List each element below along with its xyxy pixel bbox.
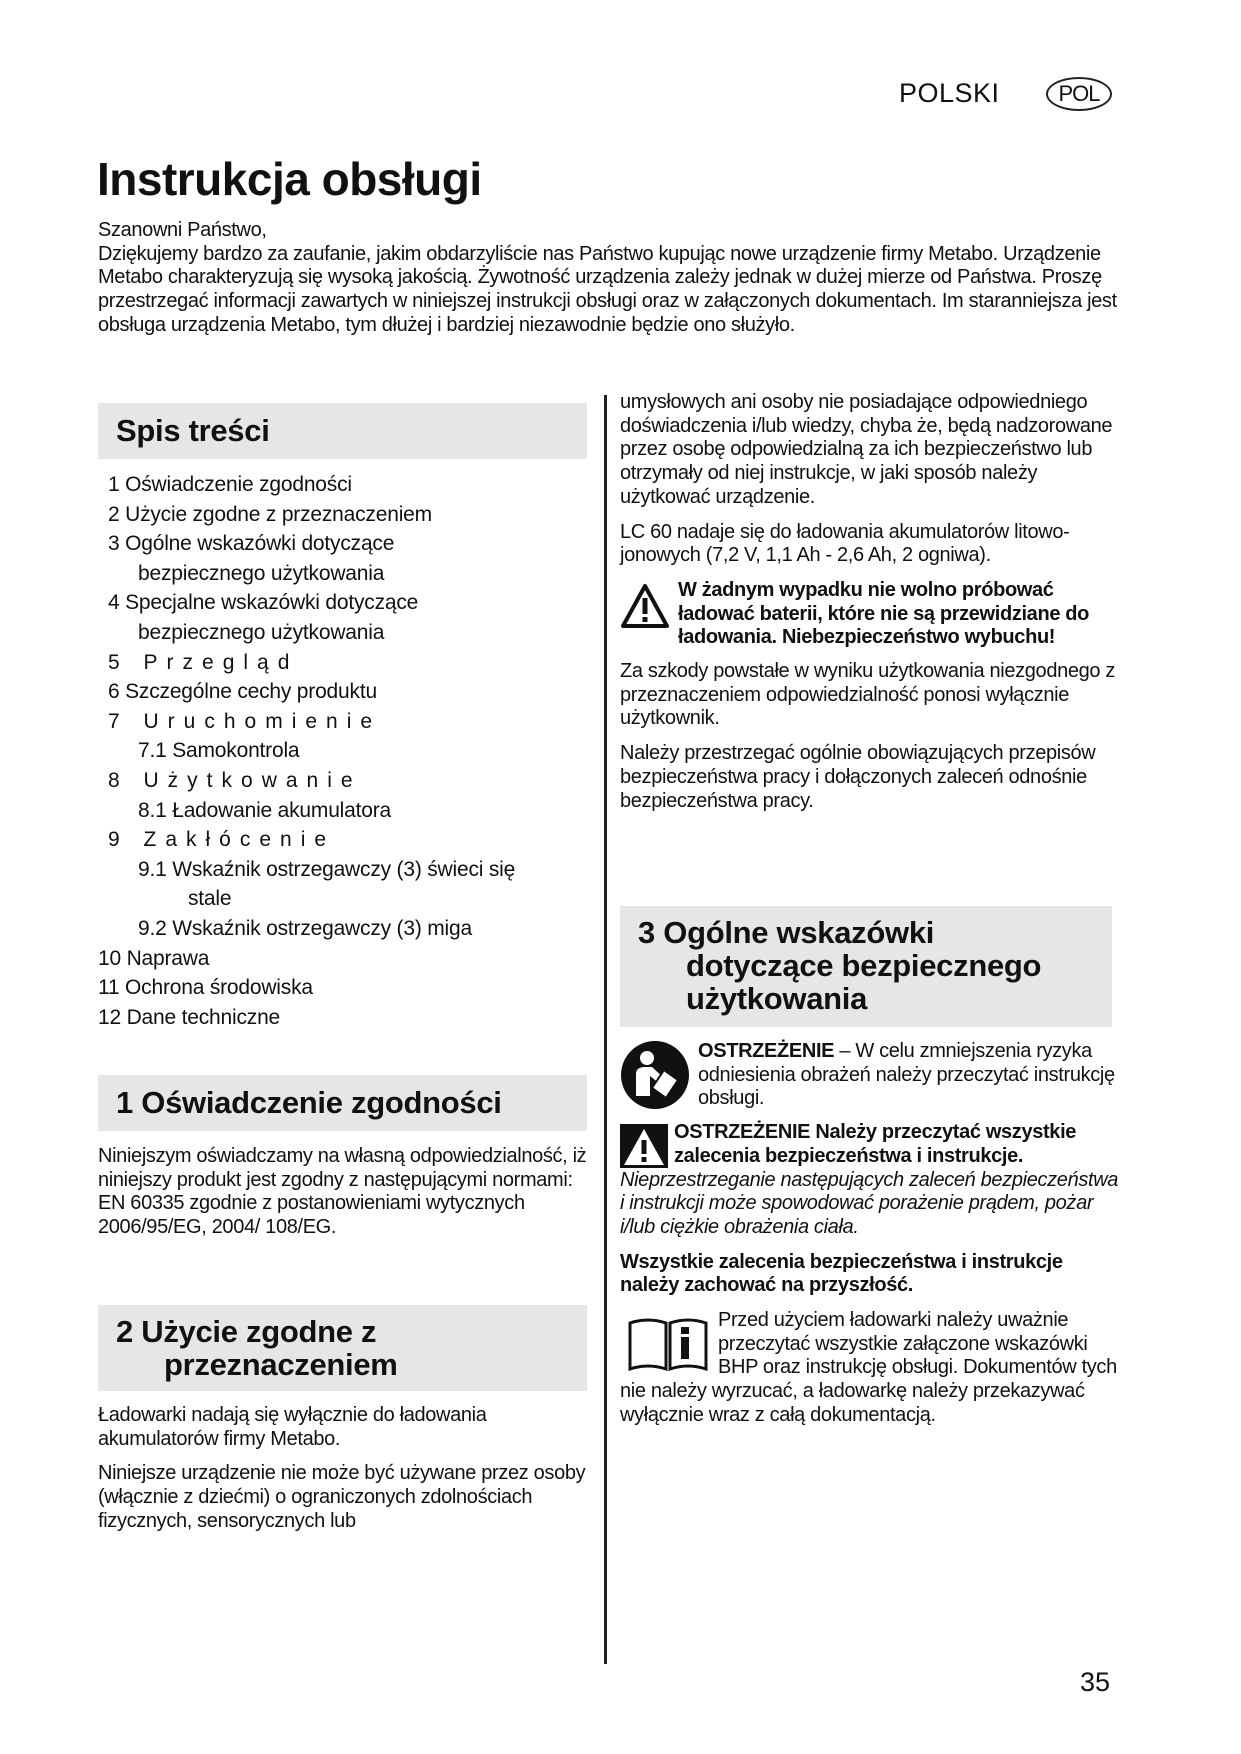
explosion-warning [620, 579, 1120, 650]
page-number: 35 [1080, 1667, 1111, 1697]
warning-italic: Nieprzestrzeganie następujących zaleceń bezpieczeństwa i instrukcji może spowodować porażenie prądem, pożar i/lub ciężkie obrażenia ciała. [620, 1168, 1119, 1238]
bhp-text: Przed użyciem ładowarki należy uważnie przeczytać wszystkie załączone wskazówki BHP oraz instrukcję obsługi. Dokumentów tych nie należy wyrzucać, a ładowarkę należy przekazywać wyłącznie wraz z całą dokumentacją. [620, 1309, 1117, 1426]
paragraph: Za szkody powstałe w wyniku użytkowania niezgodnego z przeznaczeniem odpowiedzialność ponosi wyłącznie użytkownik. [620, 660, 1116, 730]
section2-heading-line1: 2 Użycie zgodne z [116, 1314, 377, 1349]
read-manual-icon [620, 1040, 690, 1110]
intro [98, 219, 1128, 338]
info-book-icon [626, 1315, 710, 1373]
toc-item[interactable]: 6 Szczególne cechy produktu [108, 680, 377, 704]
toc-heading: Spis treści [98, 403, 587, 459]
toc-item[interactable]: 9.1 Wskaźnik ostrzegawczy (3) świeci się [138, 857, 516, 881]
language-code-badge: POL [1046, 77, 1112, 111]
section3-heading-line1: 3 Ogólne wskazówki [638, 915, 935, 950]
paragraph: Niniejsze urządzenie nie może być używane przez osoby (włącznie z dziećmi) o ograniczonych zdolnościach fizycznych, sensorycznych lub [98, 1462, 586, 1532]
language-label: POLSKI [899, 78, 1000, 108]
section2-heading [98, 1305, 587, 1391]
paragraph: Należy przestrzegać ogólnie obowiązujących przepisów bezpieczeństwa pracy i dołączonych zaleceń odnośnie bezpieczeństwa pracy. [620, 742, 1096, 812]
toc-item[interactable]: 7 Uruchomienie [108, 709, 382, 733]
toc-item[interactable]: 10 Naprawa [98, 946, 210, 970]
bhp-note [620, 1309, 1120, 1428]
toc-item[interactable]: 7.1 Samokontrola [138, 739, 300, 763]
toc-item[interactable]: 12 Dane techniczne [98, 1005, 281, 1029]
page-title: Instrukcja obsługi [97, 153, 482, 205]
section3-heading-line2: dotyczące bezpiecznego [686, 948, 1042, 983]
section1-body: Niniejszym oświadczamy na własną odpowiedzialność, iż niniejszy produkt jest zgodny z następującymi normami: EN 60335 zgodnie z postanowieniami wytycznych 2006/95/EG, 2004/ 108/EG. [98, 1145, 587, 1239]
read-manual-warning [620, 1040, 1120, 1111]
toc-item[interactable]: 11 Ochrona środowiska [98, 976, 313, 1000]
paragraph: umysłowych ani osoby nie posiadające odpowiedniego doświadczenia i/lub wiedzy, chyba że, będą nadzorowane przez osobę odpowiedzialną za ich bezpieczeństwo lub otrzymały od niej instrukcje, w jaki sposób należy użytkować urządzenie. [620, 391, 1113, 508]
toc-item[interactable]: 1 Oświadczenie zgodności [108, 473, 352, 496]
section2-body-right [620, 391, 1120, 824]
table-of-contents [98, 470, 516, 1032]
warning-bold: OSTRZEŻENIE Należy przeczytać wszystkie zalecenia bezpieczeństwa i instrukcje. [674, 1121, 1077, 1167]
section3-body [620, 1040, 1120, 1439]
paragraph: LC 60 nadaje się do ładowania akumulatorów litowo-jonowych (7,2 V, 1,1 Ah - 2,6 Ah, 2 ogniwa). [620, 520, 1070, 567]
toc-item[interactable]: bezpiecznego użytkowania [138, 561, 385, 585]
section1-heading: 1 Oświadczenie zgodności [98, 1075, 587, 1131]
keep-instructions: Wszystkie zalecenia bezpieczeństwa i instrukcje należy zachować na przyszłość. [620, 1250, 1063, 1297]
section3-heading [620, 906, 1112, 1027]
warning-label: OSTRZEŻENIE [698, 1040, 835, 1062]
toc-item[interactable]: bezpiecznego użytkowania [138, 620, 385, 644]
warning-text: W żadnym wypadku nie wolno próbować ładować baterii, które nie są przewidziane do ładowania. Niebezpieczeństwo wybuchu! [678, 578, 1090, 649]
toc-item[interactable]: 2 Użycie zgodne z przeznaczeniem [108, 502, 432, 526]
warning-body: – W celu zmniejszenia ryzyka odniesienia obrażeń należy przeczytać instrukcję obsługi. [698, 1040, 1115, 1110]
toc-item[interactable]: 9.2 Wskaźnik ostrzegawczy (3) miga [138, 916, 472, 940]
toc-item[interactable]: 4 Specjalne wskazówki dotyczące [108, 591, 419, 615]
toc-item[interactable]: 9 Zakłócenie [108, 828, 336, 852]
warning-text [698, 1040, 1120, 1111]
section2-heading-line2: przeznaczeniem [164, 1347, 398, 1382]
greeting: Szanowni Państwo, [98, 219, 267, 241]
toc-item[interactable]: 5 Przegląd [108, 650, 299, 674]
toc-item[interactable]: 8 Użytkowanie [108, 768, 362, 792]
toc-item[interactable]: 8.1 Ładowanie akumulatora [138, 798, 392, 822]
warning-triangle-icon [620, 583, 670, 629]
section3-heading-line3: użytkowania [686, 981, 868, 1016]
toc-item[interactable]: 3 Ogólne wskazówki dotyczące [108, 532, 395, 556]
column-divider [604, 395, 607, 1664]
intro-body: Dziękujemy bardzo za zaufanie, jakim obdarzyliście nas Państwo kupując nowe urządzenie firmy Metabo. Urządzenie Metabo charakteryzują się wysoką jakością. Żywotność urządzenia zależy jednak w dużej mierze od Państwa. Proszę przestrzegać informacji zawartych w niniejszej instrukcji obsługi oraz w załączonych dokumentach. Im staranniejsza jest obsługa urządzenia Metabo, tym dłużej i bardziej niezawodnie będzie ono służyło. [98, 242, 1117, 336]
general-warning [620, 1121, 1120, 1240]
toc-item[interactable]: stale [188, 887, 232, 911]
paragraph: Ładowarki nadają się wyłącznie do ładowania akumulatorów firmy Metabo. [98, 1404, 487, 1450]
section2-body-left [98, 1404, 593, 1545]
warning-triangle-icon [620, 1124, 668, 1168]
